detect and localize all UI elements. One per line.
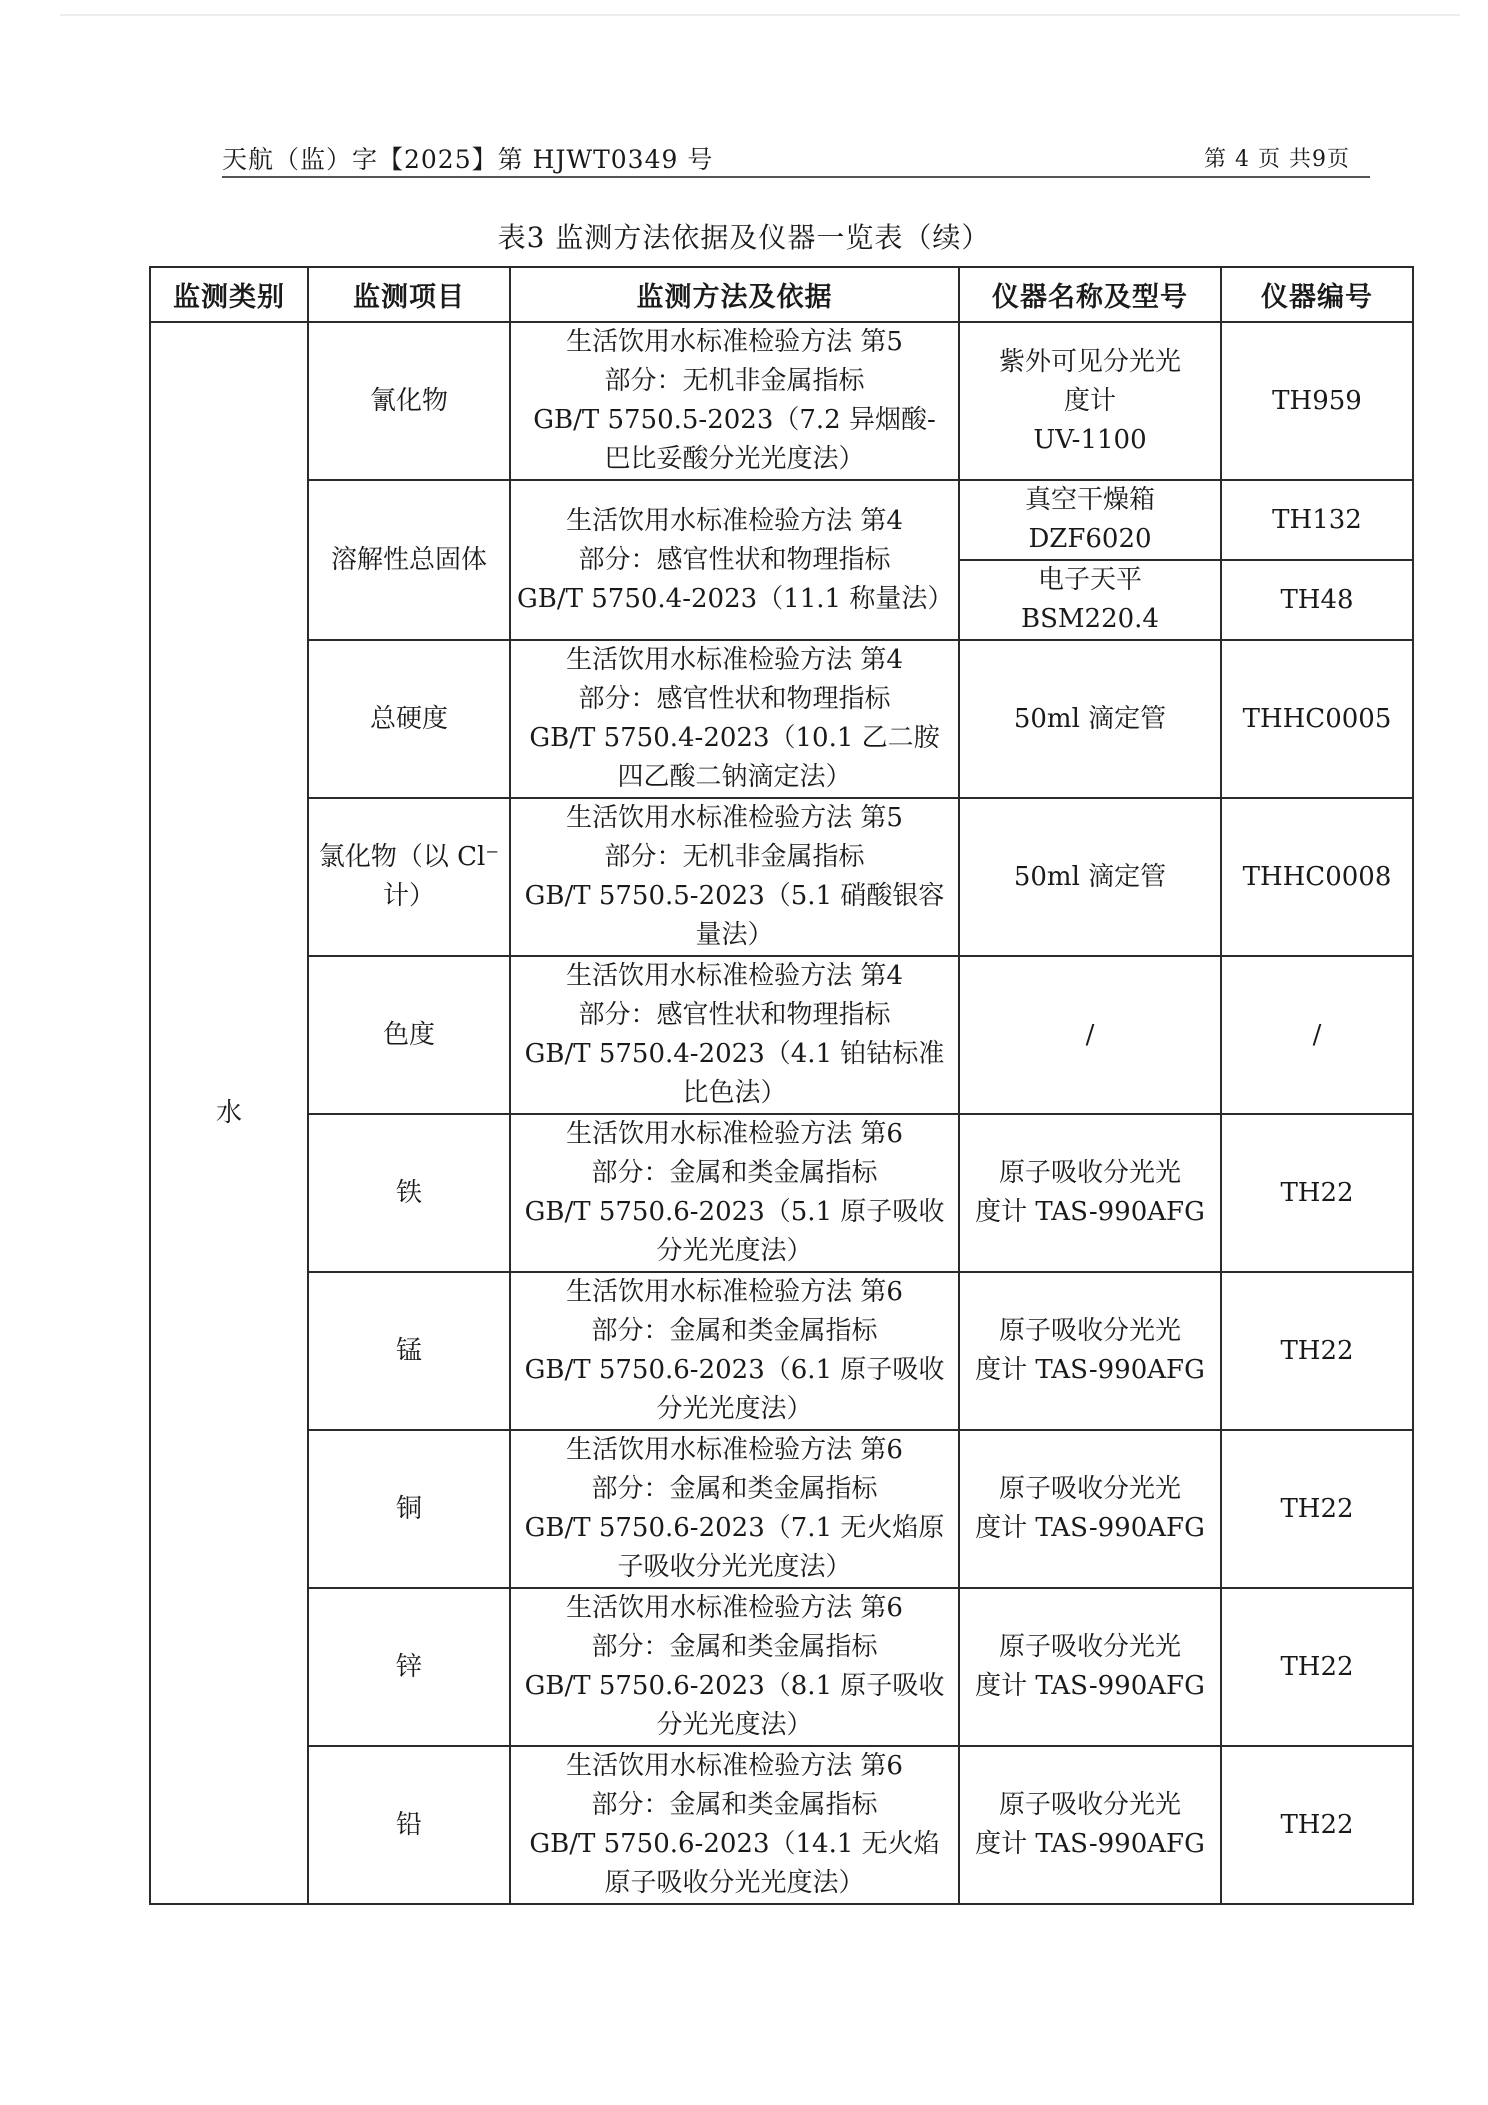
instrument-cell: 原子吸收分光光 度计 TAS-990AFG <box>959 1430 1221 1588</box>
col-header-category: 监测类别 <box>150 267 308 322</box>
method-cell: 生活饮用水标准检验方法 第5 部分：无机非金属指标 GB/T 5750.5-2023（5.1 硝酸银容 量法） <box>510 798 959 956</box>
instrument-number-cell: TH22 <box>1221 1746 1413 1904</box>
table-row <box>150 1588 1413 1746</box>
scan-edge-shade <box>60 14 1460 16</box>
instrument-number-cell: / <box>1221 956 1413 1114</box>
method-cell: 生活饮用水标准检验方法 第6 部分：金属和类金属指标 GB/T 5750.6-2023（14.1 无火焰 原子吸收分光光度法） <box>510 1746 959 1904</box>
method-cell: 生活饮用水标准检验方法 第6 部分：金属和类金属指标 GB/T 5750.6-2023（8.1 原子吸收 分光光度法） <box>510 1588 959 1746</box>
instrument-number-cell: TH959 <box>1221 322 1413 480</box>
instrument-cell: 电子天平 BSM220.4 <box>959 560 1221 640</box>
item-cell: 氰化物 <box>308 322 510 480</box>
table-header-row <box>150 267 1413 322</box>
instrument-cell: 50ml 滴定管 <box>959 798 1221 956</box>
instrument-number-cell: THHC0005 <box>1221 640 1413 798</box>
method-cell: 生活饮用水标准检验方法 第4 部分：感官性状和物理指标 GB/T 5750.4-2023（10.1 乙二胺 四乙酸二钠滴定法） <box>510 640 959 798</box>
item-cell: 氯化物（以 Cl⁻ 计） <box>308 798 510 956</box>
item-cell: 总硬度 <box>308 640 510 798</box>
instrument-cell: 原子吸收分光光 度计 TAS-990AFG <box>959 1272 1221 1430</box>
table-row <box>150 1114 1413 1272</box>
method-cell: 生活饮用水标准检验方法 第6 部分：金属和类金属指标 GB/T 5750.6-2023（7.1 无火焰原 子吸收分光光度法） <box>510 1430 959 1588</box>
table-row <box>150 1430 1413 1588</box>
method-cell: 生活饮用水标准检验方法 第6 部分：金属和类金属指标 GB/T 5750.6-2023（6.1 原子吸收 分光光度法） <box>510 1272 959 1430</box>
item-cell: 锰 <box>308 1272 510 1430</box>
instrument-number-cell: TH22 <box>1221 1272 1413 1430</box>
category-cell: 水 <box>150 322 308 1904</box>
table-row <box>150 798 1413 956</box>
instrument-number-cell: TH22 <box>1221 1114 1413 1272</box>
instrument-cell: 原子吸收分光光 度计 TAS-990AFG <box>959 1114 1221 1272</box>
table-row <box>150 1272 1413 1430</box>
item-cell: 色度 <box>308 956 510 1114</box>
table-row <box>150 480 1413 560</box>
item-cell: 锌 <box>308 1588 510 1746</box>
table-row <box>150 1746 1413 1904</box>
item-cell: 溶解性总固体 <box>308 480 510 640</box>
item-cell: 铅 <box>308 1746 510 1904</box>
page-indicator: 第 4 页 共9页 <box>1204 147 1350 172</box>
method-cell: 生活饮用水标准检验方法 第6 部分：金属和类金属指标 GB/T 5750.6-2023（5.1 原子吸收 分光光度法） <box>510 1114 959 1272</box>
method-instrument-table <box>149 266 1414 1905</box>
col-header-instrument: 仪器名称及型号 <box>959 267 1221 322</box>
instrument-cell: 真空干燥箱 DZF6020 <box>959 480 1221 560</box>
instrument-cell: / <box>959 956 1221 1114</box>
instrument-cell: 紫外可见分光光 度计 UV-1100 <box>959 322 1221 480</box>
header-divider <box>222 176 1370 178</box>
col-header-item: 监测项目 <box>308 267 510 322</box>
table-row <box>150 956 1413 1114</box>
instrument-cell: 50ml 滴定管 <box>959 640 1221 798</box>
instrument-cell: 原子吸收分光光 度计 TAS-990AFG <box>959 1746 1221 1904</box>
item-cell: 铁 <box>308 1114 510 1272</box>
method-cell: 生活饮用水标准检验方法 第5 部分：无机非金属指标 GB/T 5750.5-2023（7.2 异烟酸- 巴比妥酸分光光度法） <box>510 322 959 480</box>
table-row <box>150 322 1413 480</box>
page-header <box>222 140 1360 176</box>
method-cell: 生活饮用水标准检验方法 第4 部分：感官性状和物理指标 GB/T 5750.4-2023（11.1 称量法） <box>510 480 959 640</box>
item-cell: 铜 <box>308 1430 510 1588</box>
document-number: 天航（监）字【2025】第 HJWT0349 号 <box>222 145 714 174</box>
method-cell: 生活饮用水标准检验方法 第4 部分：感官性状和物理指标 GB/T 5750.4-2023（4.1 铂钴标准 比色法） <box>510 956 959 1114</box>
instrument-cell: 原子吸收分光光 度计 TAS-990AFG <box>959 1588 1221 1746</box>
instrument-number-cell: TH22 <box>1221 1430 1413 1588</box>
table-title: 表3 监测方法依据及仪器一览表（续） <box>497 221 991 254</box>
col-header-method: 监测方法及依据 <box>510 267 959 322</box>
instrument-number-cell: TH48 <box>1221 560 1413 640</box>
table-row <box>150 640 1413 798</box>
instrument-number-cell: TH22 <box>1221 1588 1413 1746</box>
col-header-number: 仪器编号 <box>1221 267 1413 322</box>
instrument-number-cell: TH132 <box>1221 480 1413 560</box>
instrument-number-cell: THHC0008 <box>1221 798 1413 956</box>
